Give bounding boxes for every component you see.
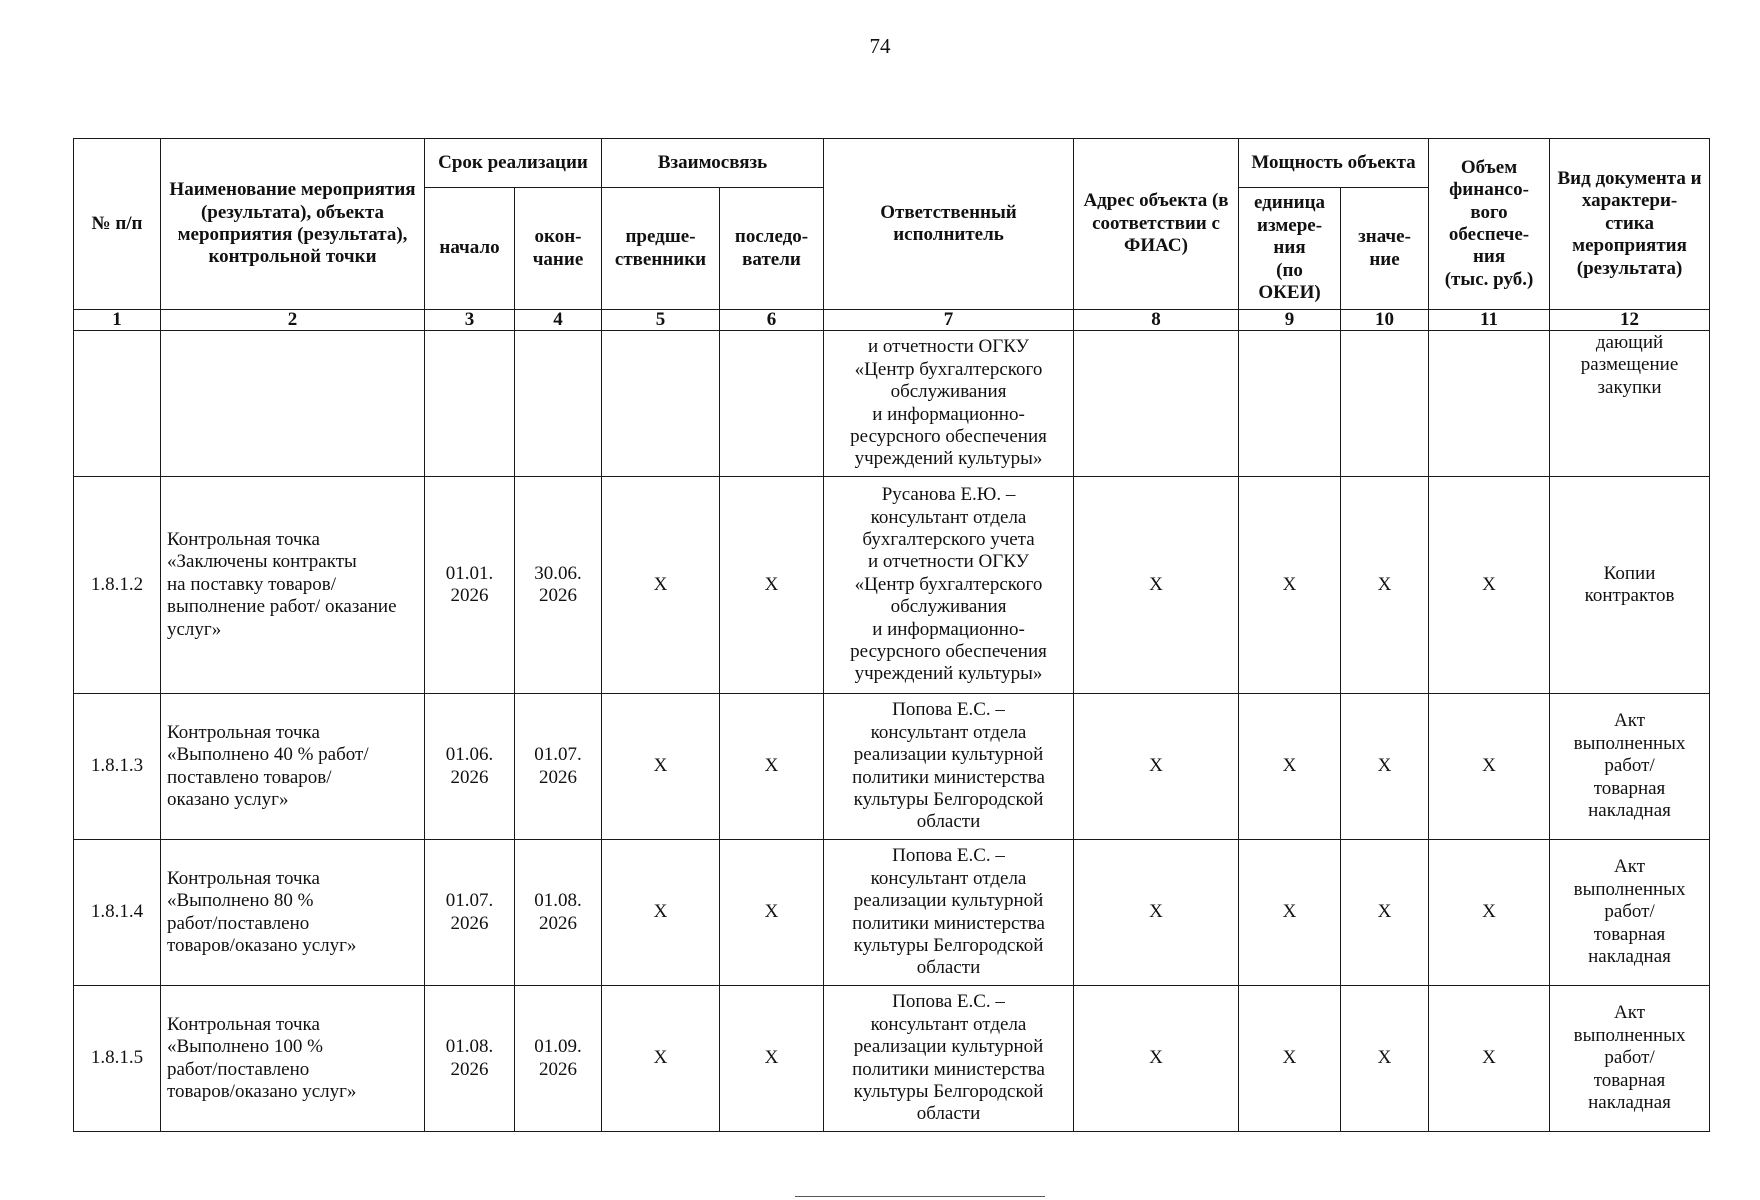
- row-end: 01.08. 2026: [515, 840, 602, 986]
- header-start: начало: [425, 188, 515, 310]
- header-num: № п/п: [74, 139, 161, 310]
- row-successors: X: [720, 986, 824, 1132]
- row-address: [1074, 331, 1239, 477]
- row-start: [425, 331, 515, 477]
- row-unit: X: [1239, 694, 1341, 840]
- row-num: 1.8.1.4: [74, 840, 161, 986]
- page-number: 74: [869, 34, 891, 58]
- row-financing: X: [1429, 840, 1550, 986]
- row-document: дающий размещение закупки: [1550, 331, 1710, 477]
- row-document: Акт выполненных работ/ товарная накладная: [1550, 840, 1710, 986]
- row-start: 01.01. 2026: [425, 477, 515, 694]
- row-name: Контрольная точка «Заключены контракты на поставку товаров/ выполнение работ/ оказание услуг»: [161, 477, 425, 694]
- row-predecessors: [602, 331, 720, 477]
- row-num: 1.8.1.2: [74, 477, 161, 694]
- row-name: Контрольная точка «Выполнено 100 % работ/поставлено товаров/оказано услуг»: [161, 986, 425, 1132]
- header-term: Срок реализации: [425, 139, 602, 188]
- column-number: 6: [720, 310, 824, 331]
- row-financing: X: [1429, 694, 1550, 840]
- row-responsible: Попова Е.С. – консультант отдела реализации культурной политики министерства культуры Белгородской области: [824, 986, 1074, 1132]
- table-row: [74, 477, 1710, 694]
- column-number: 7: [824, 310, 1074, 331]
- row-value: X: [1341, 986, 1429, 1132]
- column-number-row: [74, 310, 1710, 331]
- row-name: Контрольная точка «Выполнено 80 % работ/поставлено товаров/оказано услуг»: [161, 840, 425, 986]
- row-end: 01.07. 2026: [515, 694, 602, 840]
- header-unit: единица измере- ния (по ОКЕИ): [1239, 188, 1341, 310]
- row-address: X: [1074, 477, 1239, 694]
- row-document: Акт выполненных работ/ товарная накладная: [1550, 694, 1710, 840]
- row-document: Копии контрактов: [1550, 477, 1710, 694]
- footer-divider: [795, 1196, 1045, 1197]
- row-successors: X: [720, 477, 824, 694]
- header-row-1: [74, 139, 1710, 188]
- column-number: 2: [161, 310, 425, 331]
- row-value: X: [1341, 694, 1429, 840]
- row-num: 1.8.1.5: [74, 986, 161, 1132]
- column-number: 11: [1429, 310, 1550, 331]
- row-name: [161, 331, 425, 477]
- column-number: 8: [1074, 310, 1239, 331]
- row-predecessors: X: [602, 986, 720, 1132]
- column-number: 5: [602, 310, 720, 331]
- row-value: [1341, 331, 1429, 477]
- column-number: 4: [515, 310, 602, 331]
- row-unit: X: [1239, 477, 1341, 694]
- row-start: 01.06. 2026: [425, 694, 515, 840]
- row-successors: [720, 331, 824, 477]
- row-unit: [1239, 331, 1341, 477]
- header-name: Наименование мероприятия (результата), объекта мероприятия (результата), контрольной точки: [161, 139, 425, 310]
- row-value: X: [1341, 477, 1429, 694]
- row-financing: [1429, 331, 1550, 477]
- table-row: [74, 840, 1710, 986]
- header-successors: последо- ватели: [720, 188, 824, 310]
- row-start: 01.07. 2026: [425, 840, 515, 986]
- row-num: 1.8.1.3: [74, 694, 161, 840]
- row-address: X: [1074, 694, 1239, 840]
- plan-table: [73, 138, 1710, 1132]
- row-start: 01.08. 2026: [425, 986, 515, 1132]
- column-number: 1: [74, 310, 161, 331]
- column-number: 12: [1550, 310, 1710, 331]
- column-number: 10: [1341, 310, 1429, 331]
- row-responsible: Попова Е.С. – консультант отдела реализации культурной политики министерства культуры Белгородской области: [824, 694, 1074, 840]
- row-address: X: [1074, 986, 1239, 1132]
- row-end: [515, 331, 602, 477]
- row-name: Контрольная точка «Выполнено 40 % работ/ поставлено товаров/ оказано услуг»: [161, 694, 425, 840]
- header-end: окон- чание: [515, 188, 602, 310]
- header-address: Адрес объекта (в соответствии с ФИАС): [1074, 139, 1239, 310]
- row-responsible: Русанова Е.Ю. – консультант отдела бухгалтерского учета и отчетности ОГКУ «Центр бухгалтерского обслуживания и информационно- ресурсного обеспечения учреждений культуры»: [824, 477, 1074, 694]
- table-row: [74, 331, 1710, 477]
- row-responsible: и отчетности ОГКУ «Центр бухгалтерского обслуживания и информационно- ресурсного обеспечения учреждений культуры»: [824, 331, 1074, 477]
- header-link: Взаимосвязь: [602, 139, 824, 188]
- header-responsible: Ответственный исполнитель: [824, 139, 1074, 310]
- header-financing: Объем финансо- вого обеспече- ния (тыс. руб.): [1429, 139, 1550, 310]
- row-predecessors: X: [602, 840, 720, 986]
- row-predecessors: X: [602, 477, 720, 694]
- table-row: [74, 986, 1710, 1132]
- row-num: [74, 331, 161, 477]
- row-end: 30.06. 2026: [515, 477, 602, 694]
- column-number: 9: [1239, 310, 1341, 331]
- row-address: X: [1074, 840, 1239, 986]
- row-financing: X: [1429, 986, 1550, 1132]
- row-document: Акт выполненных работ/ товарная накладная: [1550, 986, 1710, 1132]
- row-value: X: [1341, 840, 1429, 986]
- row-successors: X: [720, 694, 824, 840]
- row-financing: X: [1429, 477, 1550, 694]
- header-predecessors: предше- ственники: [602, 188, 720, 310]
- row-end: 01.09. 2026: [515, 986, 602, 1132]
- row-predecessors: X: [602, 694, 720, 840]
- header-value: значе- ние: [1341, 188, 1429, 310]
- row-unit: X: [1239, 986, 1341, 1132]
- column-number: 3: [425, 310, 515, 331]
- row-unit: X: [1239, 840, 1341, 986]
- row-responsible: Попова Е.С. – консультант отдела реализации культурной политики министерства культуры Белгородской области: [824, 840, 1074, 986]
- header-power: Мощность объекта: [1239, 139, 1429, 188]
- header-document: Вид документа и характери- стика мероприятия (результата): [1550, 139, 1710, 310]
- table-row: [74, 694, 1710, 840]
- row-successors: X: [720, 840, 824, 986]
